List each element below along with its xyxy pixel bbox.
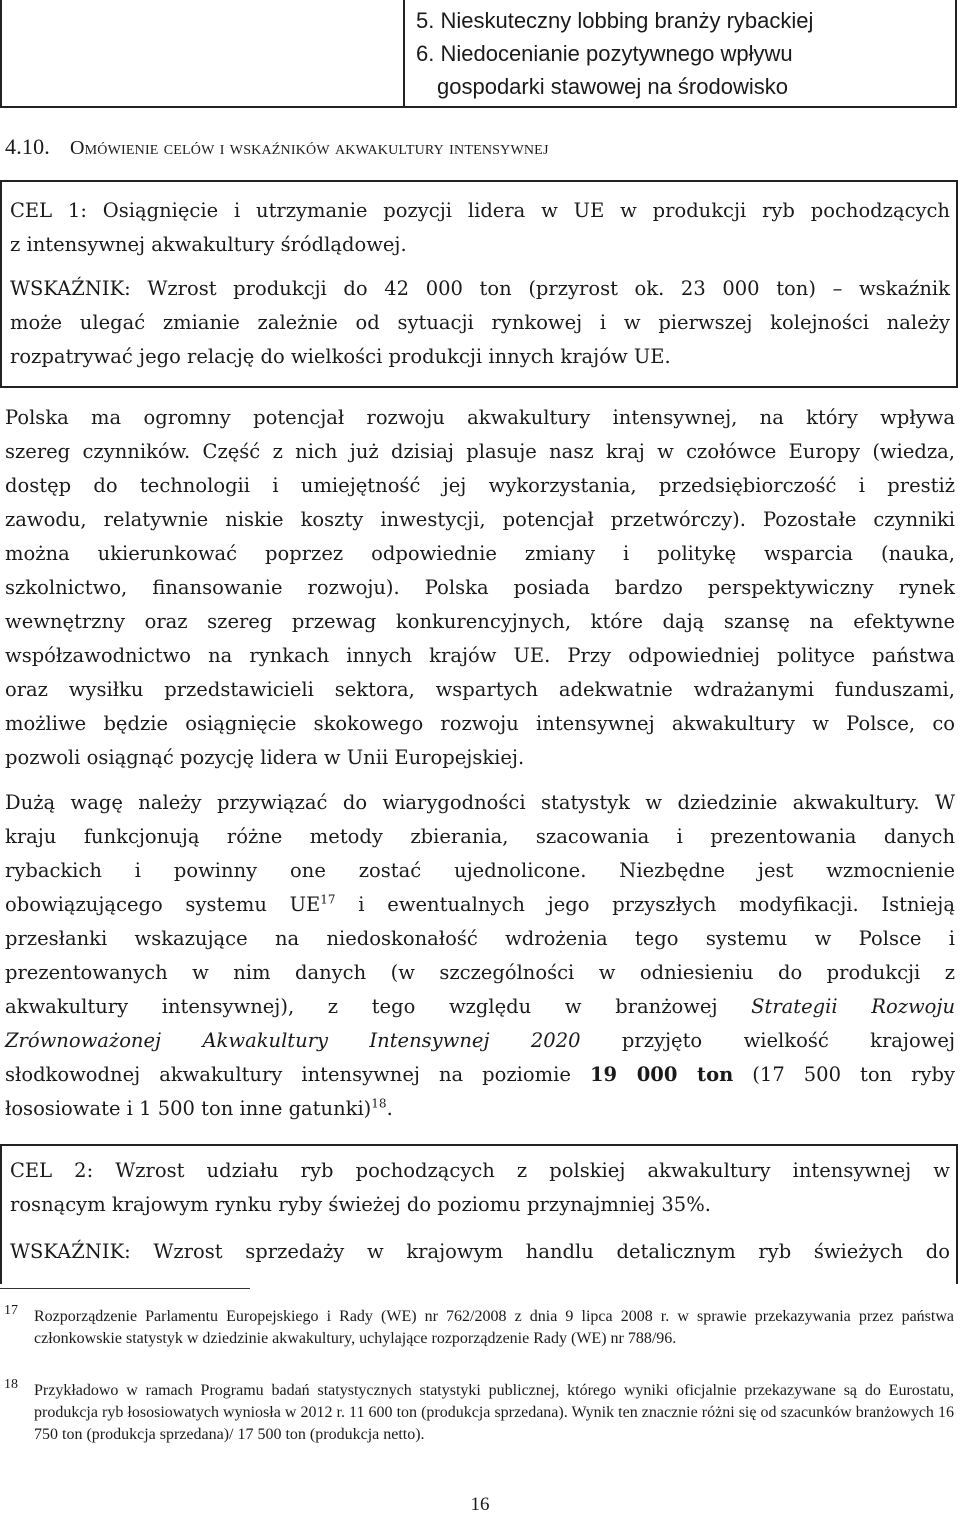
paragraph-line	[5, 1024, 955, 1058]
text-run: akwakultury intensywnej), z tego względu w branżowej	[5, 995, 752, 1018]
indicator-line: WSKAŹNIK: Wzrost sprzedaży w krajowym handlu detalicznym ryb świeżych do	[10, 1240, 950, 1263]
section-number: 4.10.	[5, 134, 50, 159]
footnote-ref-17[interactable]: 17	[320, 892, 336, 907]
paragraph-potential	[5, 401, 955, 775]
goal-2-line: CEL 2: Wzrost udziału ryb pochodzących z polskiej akwakultury intensywnej w	[10, 1159, 950, 1182]
paragraph-line: wewnętrzny oraz szereg przewag konkurencyjnych, które dają szansę na efektywne	[5, 610, 955, 633]
strategy-title: Strategii Rozwoju	[751, 995, 956, 1018]
section-title: Omówienie celów i wskaźników akwakultury intensywnej	[70, 137, 549, 159]
list-item-continuation: gospodarki stawowej na środowisko	[437, 74, 788, 99]
paragraph-line	[5, 888, 955, 922]
goal-1-text	[10, 194, 950, 262]
paragraph-line: przesłanki wskazujące na niedoskonałość wdrożenia tego systemu w Polsce i	[5, 927, 955, 950]
indicator-line: rozpatrywać jego relację do wielkości produkcji innych krajów UE.	[10, 345, 671, 368]
footnote-text: Rozporządzenie Parlamentu Europejskiego i Rady (WE) nr 762/2008 z dnia 9 lipca 2008 r. w sprawie przekazywania przez państwa członkowskie statystyk w dziedzinie akwakultury, uchylające rozporządzenie Rady (WE) nr 788/96.	[34, 1308, 954, 1347]
production-target: 19 000 ton	[589, 1063, 734, 1086]
paragraph-line	[5, 990, 955, 1024]
footnote-17	[0, 1303, 960, 1350]
text-run: słodkowodnej akwakultury intensywnej na poziomie	[5, 1063, 590, 1086]
paragraph-line	[5, 1058, 955, 1092]
list-item: 5. Nieskuteczny lobbing branży rybackiej	[416, 8, 814, 33]
goal-1-line: z intensywnej akwakultury śródlądowej.	[10, 233, 407, 256]
goal-1-indicator	[10, 272, 950, 374]
footnote-number: 17	[4, 1303, 18, 1318]
paragraph-line: współzawodnictwo na rynkach innych krajów UE. Przy odpowiedniej polityce państwa	[5, 644, 955, 667]
paragraph-line: Polska ma ogromny potencjał rozwoju akwakultury intensywnej, na który wpływa	[5, 406, 955, 429]
text-run: (17 500 ton ryby	[733, 1063, 956, 1086]
paragraph-line	[5, 1092, 955, 1126]
paragraph-line: kraju funkcjonują różne metody zbierania, szacowania i prezentowania danych	[5, 825, 955, 848]
text-run: przyjęto wielkość krajowej	[580, 1029, 955, 1052]
footnote-ref-18[interactable]: 18	[371, 1096, 387, 1111]
goal-2-box	[0, 1144, 958, 1284]
page-number: 16	[470, 1494, 490, 1515]
paragraph-line: Dużą wagę należy przywiązać do wiarygodności statystyk w dziedzinie akwakultury. W	[5, 791, 955, 814]
footnote-number: 18	[4, 1377, 18, 1392]
table-column-divider	[403, 0, 405, 106]
indicator-line: może ulegać zmianie zależnie od sytuacji rynkowej i w pierwszej kolejności należy	[10, 311, 950, 334]
text-run: i ewentualnych jego przyszłych modyfikacji. Istnieją	[335, 893, 955, 916]
footnote-separator	[0, 1288, 250, 1289]
goal-1-box	[0, 180, 958, 388]
text-run: .	[386, 1097, 393, 1120]
goal-1-line: CEL 1: Osiągnięcie i utrzymanie pozycji lidera w UE w produkcji ryb pochodzących	[10, 199, 950, 222]
text-run: łososiowate i 1 500 ton inne gatunki)	[5, 1097, 372, 1120]
paragraph-line: można ukierunkować poprzez odpowiednie zmiany i politykę wsparcia (nauka,	[5, 542, 955, 565]
top-table-fragment	[0, 0, 957, 108]
indicator-line: WSKAŹNIK: Wzrost produkcji do 42 000 ton (przyrost ok. 23 000 ton) – wskaźnik	[10, 277, 950, 300]
paragraph-line: szkolnictwo, finansowanie rozwoju). Polska posiada bardzo perspektywiczny rynek	[5, 576, 955, 599]
paragraph-line: zawodu, relatywnie niskie koszty inwestycji, potencjał przetwórczy). Pozostałe czynniki	[5, 508, 955, 531]
list-item: 6. Niedocenianie pozytywnego wpływu	[416, 41, 793, 66]
strategy-title: Zrównoważonej Akwakultury Intensywnej 2020	[5, 1029, 581, 1052]
footnote-text: Przykładowo w ramach Programu badań statystycznych statystyki publicznej, którego wyniki oficjalnie przekazywane są do Eurostatu, produkcja ryb łososiowatych wyniosła w 2012 r. 11 600 ton (produkcja sprzedana). Wynik ten znacznie różni się od szacunków branżowych 16 750 ton (produkcja sprzedana)/ 17 500 ton (produkcja netto).	[34, 1382, 954, 1443]
paragraph-line: prezentowanych w nim danych (w szczególności w odniesieniu do produkcji z	[5, 961, 955, 984]
goal-2-indicator	[10, 1235, 950, 1269]
text-run: obowiązującego systemu UE	[5, 893, 321, 916]
paragraph-line: dostęp do technologii i umiejętność jej wykorzystania, przedsiębiorczość i prestiż	[5, 474, 955, 497]
goal-2-line: rosnącym krajowym rynku ryby świeżej do poziomu przynajmniej 35%.	[10, 1193, 711, 1216]
paragraph-line: możliwe będzie osiągnięcie skokowego rozwoju intensywnej akwakultury w Polsce, co	[5, 712, 955, 735]
paragraph-line: pozwoli osiągnąć pozycję lidera w Unii Europejskiej.	[5, 746, 525, 769]
paragraph-line: rybackich i powinny one zostać ujednolicone. Niezbędne jest wzmocnienie	[5, 859, 955, 882]
paragraph-line: oraz wysiłku przedstawicieli sektora, wspartych adekwatnie wdrażanymi funduszami,	[5, 678, 955, 701]
weakness-list	[416, 4, 956, 103]
goal-2-text	[10, 1154, 950, 1222]
section-heading	[5, 134, 549, 160]
paragraph-statistics	[5, 786, 955, 1126]
footnote-18	[0, 1377, 960, 1446]
paragraph-line: szereg czynników. Część z nich już dzisiaj plasuje nasz kraj w czołówce Europy (wiedza,	[5, 440, 955, 463]
